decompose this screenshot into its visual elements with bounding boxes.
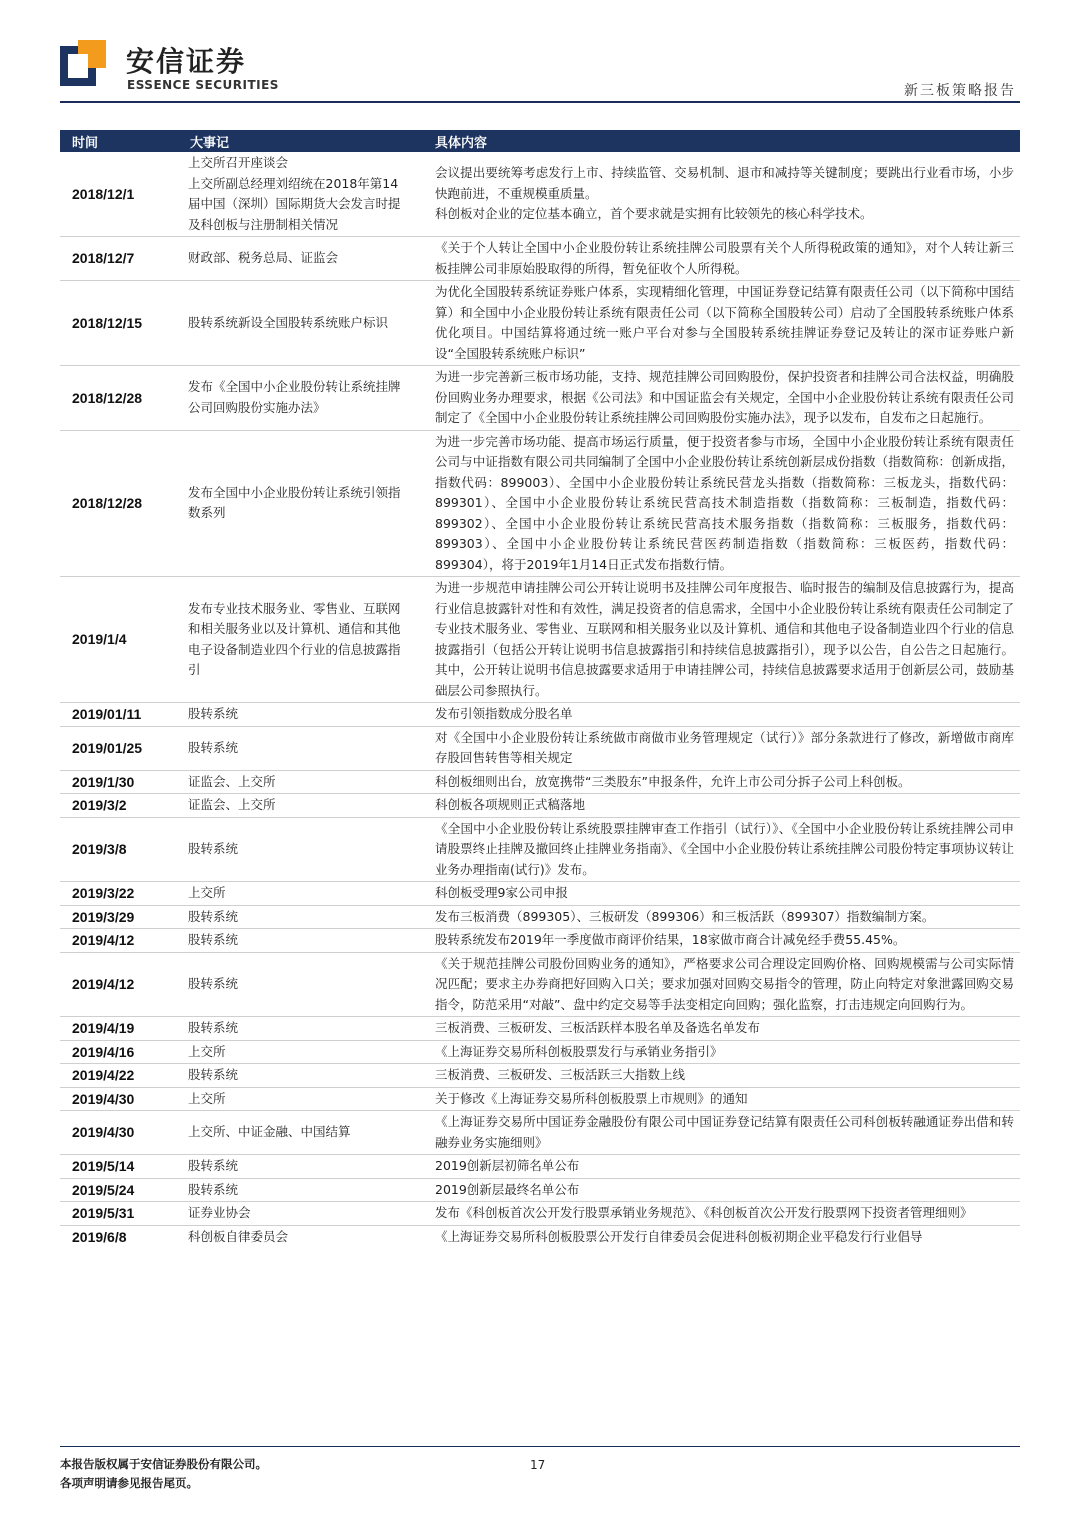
row-event: 上交所 <box>178 1087 423 1111</box>
footer-disclaimer: 各项声明请参见报告尾页。 <box>60 1476 198 1490</box>
row-detail: 发布三板消费（899305）、三板研发（899306）和三板活跃（899307）指数编制方案。 <box>423 905 1020 929</box>
row-detail: 科创板受理9家公司申报 <box>423 882 1020 906</box>
row-detail: 对《全国中小企业股份转让系统做市商做市业务管理规定（试行）》部分条款进行了修改，新增做市商库存股回售转售等相关规定 <box>423 726 1020 770</box>
table-row <box>60 1202 1020 1226</box>
row-detail: 《上海证券交易所中国证券金融股份有限公司中国证券登记结算有限责任公司科创板转融通证券出借和转融券业务实施细则》 <box>423 1111 1020 1155</box>
row-detail: 为优化全国股转系统证券账户体系，实现精细化管理，中国证券登记结算有限责任公司（以下简称中国结算）和全国中小企业股份转让系统有限责任公司（以下简称全国股转公司）启动了全国股转系统账户体系优化项目。中国结算将通过统一账户平台对参与全国股转系统挂牌证券登记及转让的深市证券账户新设“全国股转系统账户标识” <box>423 281 1020 366</box>
row-date: 2019/3/22 <box>60 882 178 906</box>
row-detail: 股转系统发布2019年一季度做市商评价结果，18家做市商合计减免经手费55.45%。 <box>423 929 1020 953</box>
table-row <box>60 770 1020 794</box>
row-date: 2019/3/2 <box>60 794 178 818</box>
footer-copyright: 本报告版权属于安信证券股份有限公司。 <box>60 1457 267 1471</box>
table-row <box>60 281 1020 366</box>
table-row <box>60 1064 1020 1088</box>
table-row <box>60 1087 1020 1111</box>
row-event: 股转系统 <box>178 905 423 929</box>
table-header-row <box>60 130 1020 152</box>
footer-divider <box>60 1446 1020 1447</box>
row-detail: 《关于个人转让全国中小企业股份转让系统挂牌公司股票有关个人所得税政策的通知》，对个人转让新三板挂牌公司非原始股取得的所得，暂免征收个人所得税。 <box>423 237 1020 281</box>
row-detail: 为进一步完善新三板市场功能，支持、规范挂牌公司回购股份，保护投资者和挂牌公司合法权益，明确股份回购业务办理要求，根据《公司法》和中国证监会有关规定，全国中小企业股份转让系统有限责任公司制定了《全国中小企业股份转让系统挂牌公司回购股份实施办法》，现予以发布，自发布之日起施行。 <box>423 366 1020 431</box>
row-detail: 《关于规范挂牌公司股份回购业务的通知》，严格要求公司合理设定回购价格、回购规模需与公司实际情况匹配；要求主办券商把好回购入口关；要求加强对回购交易指令的管理，防止向特定对象泄露回购交易指令，防范采用“对敲”、盘中约定交易等手法变相定向回购；强化监察，打击违规定向回购行为。 <box>423 952 1020 1017</box>
row-date: 2019/6/8 <box>60 1225 178 1248</box>
row-event: 财政部、税务总局、证监会 <box>178 237 423 281</box>
row-date: 2018/12/7 <box>60 237 178 281</box>
row-date: 2019/5/14 <box>60 1155 178 1179</box>
row-event: 证券业协会 <box>178 1202 423 1226</box>
table-row <box>60 703 1020 727</box>
row-date: 2019/01/11 <box>60 703 178 727</box>
table-row <box>60 1111 1020 1155</box>
row-detail: 三板消费、三板研发、三板活跃三大指数上线 <box>423 1064 1020 1088</box>
row-date: 2019/5/24 <box>60 1178 178 1202</box>
essence-logo-icon <box>60 40 106 86</box>
table-row <box>60 905 1020 929</box>
row-detail: 《上海证券交易所科创板股票发行与承销业务指引》 <box>423 1040 1020 1064</box>
row-detail: 为进一步完善市场功能、提高市场运行质量，便于投资者参与市场，全国中小企业股份转让系统有限责任公司与中证指数有限公司共同编制了全国中小企业股份转让系统创新层成份指数（指数简称：创新成指，指数代码：899003）、全国中小企业股份转让系统民营龙头指数（指数简称：三板龙头，指数代码：899301）、全国中小企业股份转让系统民营高技术制造指数（指数简称：三板制造，指数代码：899302）、全国中小企业股份转让系统民营高技术服务指数（指数简称：三板服务，指数代码：899303）、全国中小企业股份转让系统民营医药制造指数（指数简称：三板医药，指数代码：899304），将于2019年1月14日正式发布指数行情。 <box>423 430 1020 577</box>
row-date: 2019/4/12 <box>60 929 178 953</box>
row-detail: 三板消费、三板研发、三板活跃样本股名单及备选名单发布 <box>423 1017 1020 1041</box>
row-event: 股转系统 <box>178 1178 423 1202</box>
row-detail: 《上海证券交易所科创板股票公开发行自律委员会促进科创板初期企业平稳发行行业倡导 <box>423 1225 1020 1248</box>
row-date: 2019/1/4 <box>60 577 178 703</box>
column-header-detail: 具体内容 <box>423 130 1020 152</box>
page-number: 17 <box>530 1458 546 1472</box>
row-date: 2018/12/1 <box>72 185 135 202</box>
table-row <box>60 1040 1020 1064</box>
row-event: 股转系统 <box>178 703 423 727</box>
row-event: 股转系统 <box>178 726 423 770</box>
row-date: 2018/12/28 <box>60 366 178 431</box>
row-event: 股转系统 <box>178 1064 423 1088</box>
table-row <box>60 152 1020 237</box>
table-row <box>60 1155 1020 1179</box>
row-detail: 为进一步规范申请挂牌公司公开转让说明书及挂牌公司年度报告、临时报告的编制及信息披露行为，提高行业信息披露针对性和有效性，满足投资者的信息需求，全国中小企业股份转让系统有限责任公司制定了专业技术服务业、零售业、互联网和相关服务业以及计算机、通信和其他电子设备制造业四个行业的信息披露指引（包括公开转让说明书信息披露指引和持续信息披露指引），现予以公告，自公告之日起施行。其中，公开转让说明书信息披露要求适用于申请挂牌公司，持续信息披露要求适用于创新层公司，鼓励基础层公司参照执行。 <box>423 577 1020 703</box>
row-event: 股转系统新设全国股转系统账户标识 <box>178 281 423 366</box>
row-event: 股转系统 <box>178 1017 423 1041</box>
table-row <box>60 952 1020 1017</box>
row-date: 2018/12/28 <box>60 430 178 577</box>
row-event: 科创板自律委员会 <box>178 1225 423 1248</box>
table-row <box>60 929 1020 953</box>
row-detail: 发布《科创板首次公开发行股票承销业务规范》、《科创板首次公开发行股票网下投资者管理细则》 <box>423 1202 1020 1226</box>
row-date: 2019/5/31 <box>60 1202 178 1226</box>
row-event: 股转系统 <box>178 817 423 882</box>
row-date: 2019/3/29 <box>60 905 178 929</box>
row-date: 2019/01/25 <box>60 726 178 770</box>
row-detail: 《全国中小企业股份转让系统股票挂牌审查工作指引（试行）》、《全国中小企业股份转让系统挂牌公司申请股票终止挂牌及撤回终止挂牌业务指南》、《全国中小企业股份转让系统挂牌公司股份特定事项协议转让业务办理指南(试行)》发布。 <box>423 817 1020 882</box>
row-detail: 2019创新层初筛名单公布 <box>423 1155 1020 1179</box>
table-row <box>60 1178 1020 1202</box>
row-detail: 科创板各项规则正式稿落地 <box>423 794 1020 818</box>
table-row <box>60 817 1020 882</box>
row-event: 上交所 <box>178 882 423 906</box>
row-detail: 科创板细则出台，放宽携带“三类股东”申报条件，允许上市公司分拆子公司上科创板。 <box>423 770 1020 794</box>
table-row <box>60 430 1020 577</box>
row-detail: 关于修改《上海证券交易所科创板股票上市规则》的通知 <box>423 1087 1020 1111</box>
row-event: 发布专业技术服务业、零售业、互联网和相关服务业以及计算机、通信和其他电子设备制造业四个行业的信息披露指引 <box>178 577 423 703</box>
row-date: 2019/3/8 <box>60 817 178 882</box>
row-date: 2019/4/12 <box>60 952 178 1017</box>
row-event: 上交所召开座谈会 上交所副总经理刘绍统在2018年第14届中国（深圳）国际期货大会发言时提及科创板与注册制相关情况 <box>188 155 401 232</box>
column-header-time: 时间 <box>60 130 178 152</box>
row-event: 上交所、中证金融、中国结算 <box>178 1111 423 1155</box>
row-event: 上交所 <box>178 1040 423 1064</box>
events-table <box>60 130 1020 1248</box>
events-table-container <box>60 130 1020 1248</box>
row-date: 2019/4/22 <box>60 1064 178 1088</box>
table-row <box>60 794 1020 818</box>
row-event: 股转系统 <box>178 1155 423 1179</box>
row-event: 证监会、上交所 <box>178 770 423 794</box>
page-header <box>0 0 1080 104</box>
brand-name-en: ESSENCE SECURITIES <box>127 78 279 92</box>
row-event: 发布全国中小企业股份转让系统引领指数系列 <box>178 430 423 577</box>
report-type: 新三板策略报告 <box>904 83 1016 99</box>
table-row <box>60 1017 1020 1041</box>
row-date: 2019/4/19 <box>60 1017 178 1041</box>
row-date: 2018/12/15 <box>60 281 178 366</box>
table-row <box>60 882 1020 906</box>
row-event: 证监会、上交所 <box>178 794 423 818</box>
table-row <box>60 1225 1020 1248</box>
row-date: 2019/4/30 <box>60 1111 178 1155</box>
row-event: 发布《全国中小企业股份转让系统挂牌公司回购股份实施办法》 <box>178 366 423 431</box>
table-row <box>60 366 1020 431</box>
header-divider <box>60 101 1020 103</box>
table-row <box>60 577 1020 703</box>
row-event: 股转系统 <box>178 952 423 1017</box>
brand-name-cn: 安信证券 <box>126 45 247 78</box>
table-row <box>60 237 1020 281</box>
row-detail: 发布引领指数成分股名单 <box>423 703 1020 727</box>
row-date: 2019/4/30 <box>60 1087 178 1111</box>
row-date: 2019/4/16 <box>60 1040 178 1064</box>
row-event: 股转系统 <box>178 929 423 953</box>
table-row <box>60 726 1020 770</box>
row-detail: 2019创新层最终名单公布 <box>423 1178 1020 1202</box>
row-detail: 会议提出要统筹考虑发行上市、持续监管、交易机制、退市和减持等关键制度；要跳出行业看市场，小步快跑前进，不重规模重质量。 科创板对企业的定位基本确立，首个要求就是实拥有比较领先的核心科学技术。 <box>435 165 1014 222</box>
row-date: 2019/1/30 <box>60 770 178 794</box>
column-header-event: 大事记 <box>178 130 423 152</box>
